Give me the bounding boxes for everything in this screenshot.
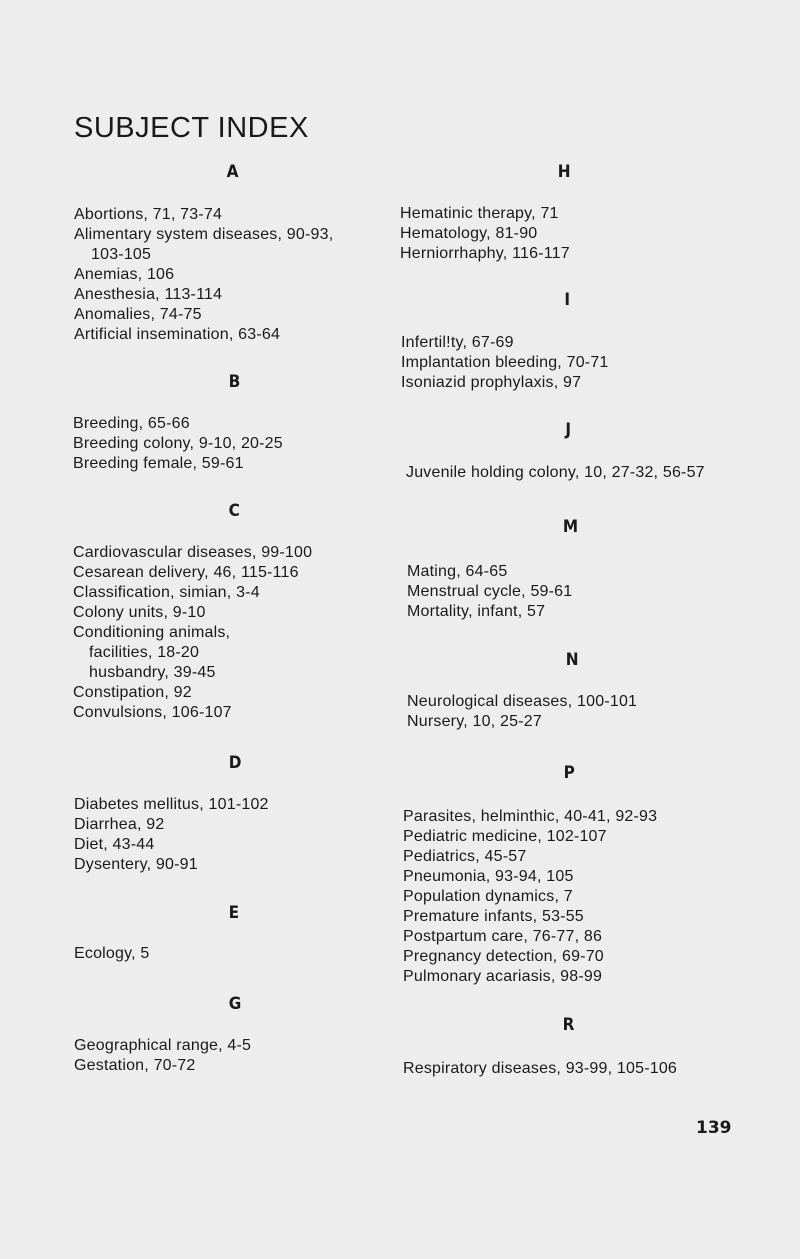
index-entry: Neurological diseases, 100-101 — [407, 693, 638, 710]
index-entry: Anomalies, 74-75 — [74, 306, 202, 323]
index-entry: Alimentary system diseases, 90-93, — [74, 226, 334, 243]
index-entry: Respiratory diseases, 93-99, 105-106 — [403, 1060, 678, 1077]
index-entry: Implantation bleeding, 70-71 — [401, 354, 609, 371]
index-entry: Diarrhea, 92 — [74, 816, 165, 833]
index-entry: Convulsions, 106-107 — [73, 704, 232, 721]
index-entry: Conditioning animals, — [73, 624, 231, 641]
index-entry: Herniorrhaphy, 116-117 — [400, 245, 570, 262]
index-entry: Infertil!ty, 67-69 — [401, 334, 514, 351]
index-entry: Postpartum care, 76-77, 86 — [403, 928, 603, 945]
section-letter-g: G — [228, 994, 242, 1014]
index-entry: Ecology, 5 — [74, 945, 150, 962]
index-entry: Pneumonia, 93-94, 105 — [403, 868, 574, 885]
section-letter-e: E — [228, 903, 240, 923]
page-number: 139 — [696, 1118, 732, 1138]
index-entry: Pregnancy detection, 69-70 — [403, 948, 604, 965]
section-letter-n: N — [565, 650, 579, 670]
index-entry: Pulmonary acariasis, 98-99 — [403, 968, 603, 985]
index-entry: Menstrual cycle, 59-61 — [407, 583, 573, 600]
index-entry: Anemias, 106 — [74, 266, 175, 283]
index-entry: Abortions, 71, 73-74 — [74, 206, 223, 223]
section-letter-r: R — [562, 1015, 575, 1035]
index-entry: Gestation, 70-72 — [74, 1057, 196, 1074]
index-entry: Mortality, infant, 57 — [407, 603, 546, 620]
index-entry: Cesarean delivery, 46, 115-116 — [73, 564, 299, 581]
index-entry: Hematinic therapy, 71 — [400, 205, 559, 222]
section-letter-m: M — [562, 517, 579, 537]
section-letter-i: I — [564, 290, 571, 310]
section-letter-a: A — [226, 162, 239, 182]
index-subentry: husbandry, 39-45 — [89, 664, 216, 681]
index-entry: Population dynamics, 7 — [403, 888, 573, 905]
index-entry: Colony units, 9-10 — [73, 604, 206, 621]
index-entry: Breeding colony, 9-10, 20-25 — [73, 435, 283, 452]
index-entry: Geographical range, 4-5 — [74, 1037, 252, 1054]
section-letter-b: B — [228, 372, 241, 392]
index-entry: Pediatric medicine, 102-107 — [403, 828, 607, 845]
section-letter-p: P — [563, 763, 575, 783]
section-letter-j: J — [565, 420, 572, 440]
index-entry: Mating, 64-65 — [407, 563, 508, 580]
index-entry: Artificial insemination, 63-64 — [74, 326, 281, 343]
index-entry: Breeding female, 59-61 — [73, 455, 244, 472]
index-entry: Anesthesia, 113-114 — [74, 286, 223, 303]
section-letter-d: D — [228, 753, 242, 773]
index-subentry: facilities, 18-20 — [89, 644, 200, 661]
section-letter-c: C — [228, 501, 240, 521]
section-letter-h: H — [557, 162, 571, 182]
index-entry: Diet, 43-44 — [74, 836, 155, 853]
index-entry-continuation: 103-105 — [91, 246, 152, 263]
index-entry: Breeding, 65-66 — [73, 415, 190, 432]
index-entry: Hematology, 81-90 — [400, 225, 538, 242]
index-entry: Premature infants, 53-55 — [403, 908, 584, 925]
index-entry: Nursery, 10, 25-27 — [407, 713, 542, 730]
index-entry: Diabetes mellitus, 101-102 — [74, 796, 269, 813]
index-entry: Isoniazid prophylaxis, 97 — [401, 374, 582, 391]
index-entry: Pediatrics, 45-57 — [403, 848, 527, 865]
index-entry: Juvenile holding colony, 10, 27-32, 56-57 — [406, 464, 705, 481]
page-title: SUBJECT INDEX — [74, 112, 309, 144]
index-entry: Dysentery, 90-91 — [74, 856, 198, 873]
index-entry: Cardiovascular diseases, 99-100 — [73, 544, 313, 561]
index-entry: Parasites, helminthic, 40-41, 92-93 — [403, 808, 658, 825]
index-entry: Constipation, 92 — [73, 684, 192, 701]
index-entry: Classification, simian, 3-4 — [73, 584, 260, 601]
